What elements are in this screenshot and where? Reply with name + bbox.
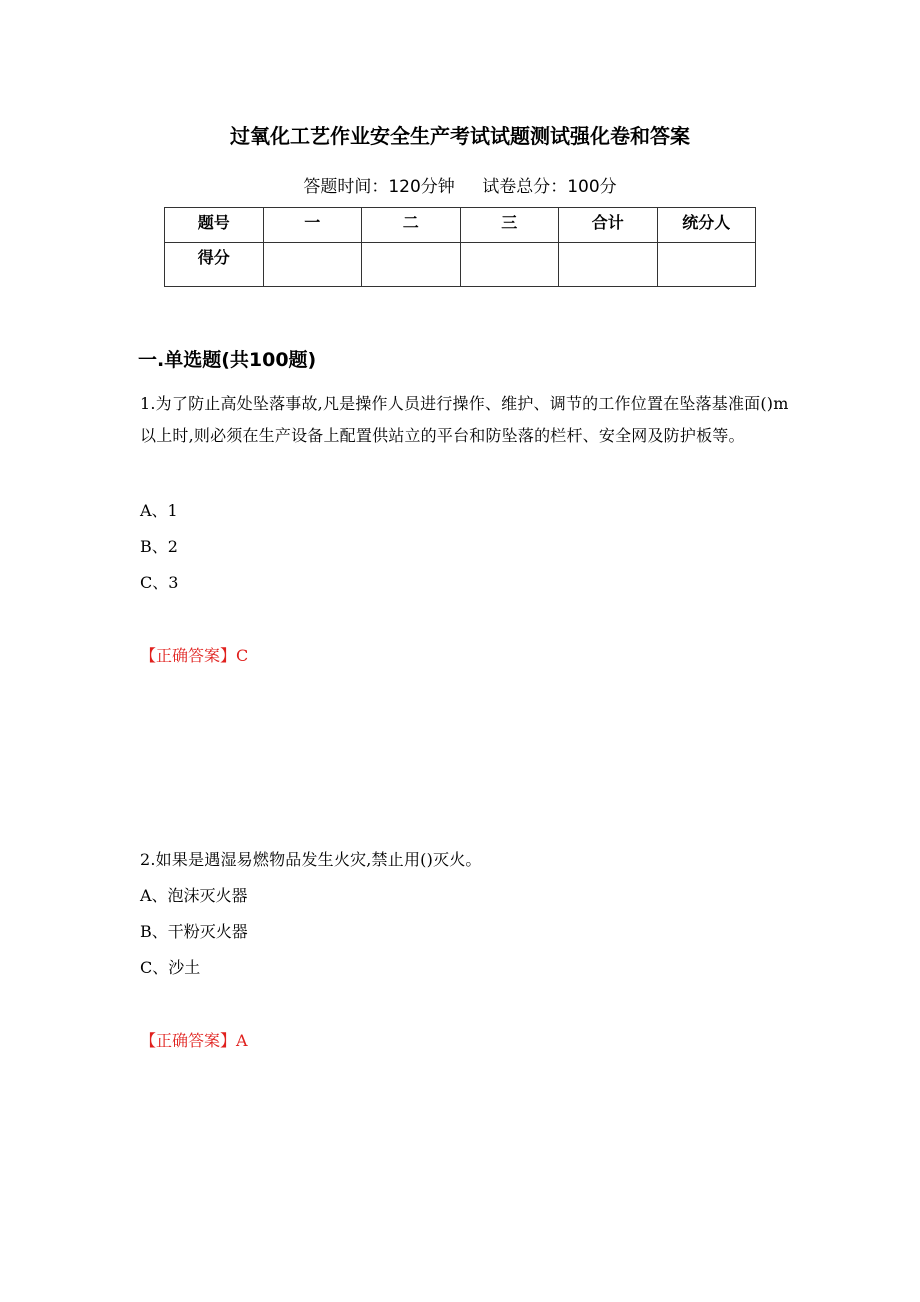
score-table-header: 统分人 <box>657 208 756 243</box>
question-2-option-b: B、干粉灭火器 <box>140 922 248 941</box>
score-cell <box>362 243 461 287</box>
score-table-header: 题号 <box>165 208 264 243</box>
question-2-option-c: C、沙土 <box>140 958 201 977</box>
score-table-header: 合计 <box>559 208 658 243</box>
exam-time: 答题时间：120分钟 <box>303 177 455 197</box>
question-2-text: 2.如果是遇湿易燃物品发生火灾,禁止用()灭火。 <box>140 850 482 869</box>
question-2-answer: 【正确答案】A <box>140 1031 248 1050</box>
question-1-option-a: A、1 <box>140 501 178 520</box>
score-table-score-row <box>165 243 756 287</box>
score-table-header: 三 <box>460 208 559 243</box>
score-cell <box>263 243 362 287</box>
score-table-header: 二 <box>362 208 461 243</box>
score-cell <box>657 243 756 287</box>
question-1-option-c: C、3 <box>140 573 179 592</box>
exam-info <box>0 172 920 197</box>
section-title: 一.单选题(共100题) <box>138 349 317 371</box>
score-table <box>164 207 756 287</box>
score-table-header-row <box>165 208 756 243</box>
question-1-text: 1.为了防止高处坠落事故,凡是操作人员进行操作、维护、调节的工作位置在坠落基准面()m以上时,则必须在生产设备上配置供站立的平台和防坠落的栏杆、安全网及防护板等。 <box>140 394 789 445</box>
question-1-answer: 【正确答案】C <box>140 646 249 665</box>
score-row-label: 得分 <box>165 243 264 287</box>
score-cell <box>460 243 559 287</box>
question-2-option-a: A、泡沫灭火器 <box>140 886 248 905</box>
score-table-header: 一 <box>263 208 362 243</box>
question-1-option-b: B、2 <box>140 537 178 556</box>
score-cell <box>559 243 658 287</box>
exam-total-score: 试卷总分：100分 <box>482 177 617 197</box>
document-title: 过氧化工艺作业安全生产考试试题测试强化卷和答案 <box>230 124 690 148</box>
